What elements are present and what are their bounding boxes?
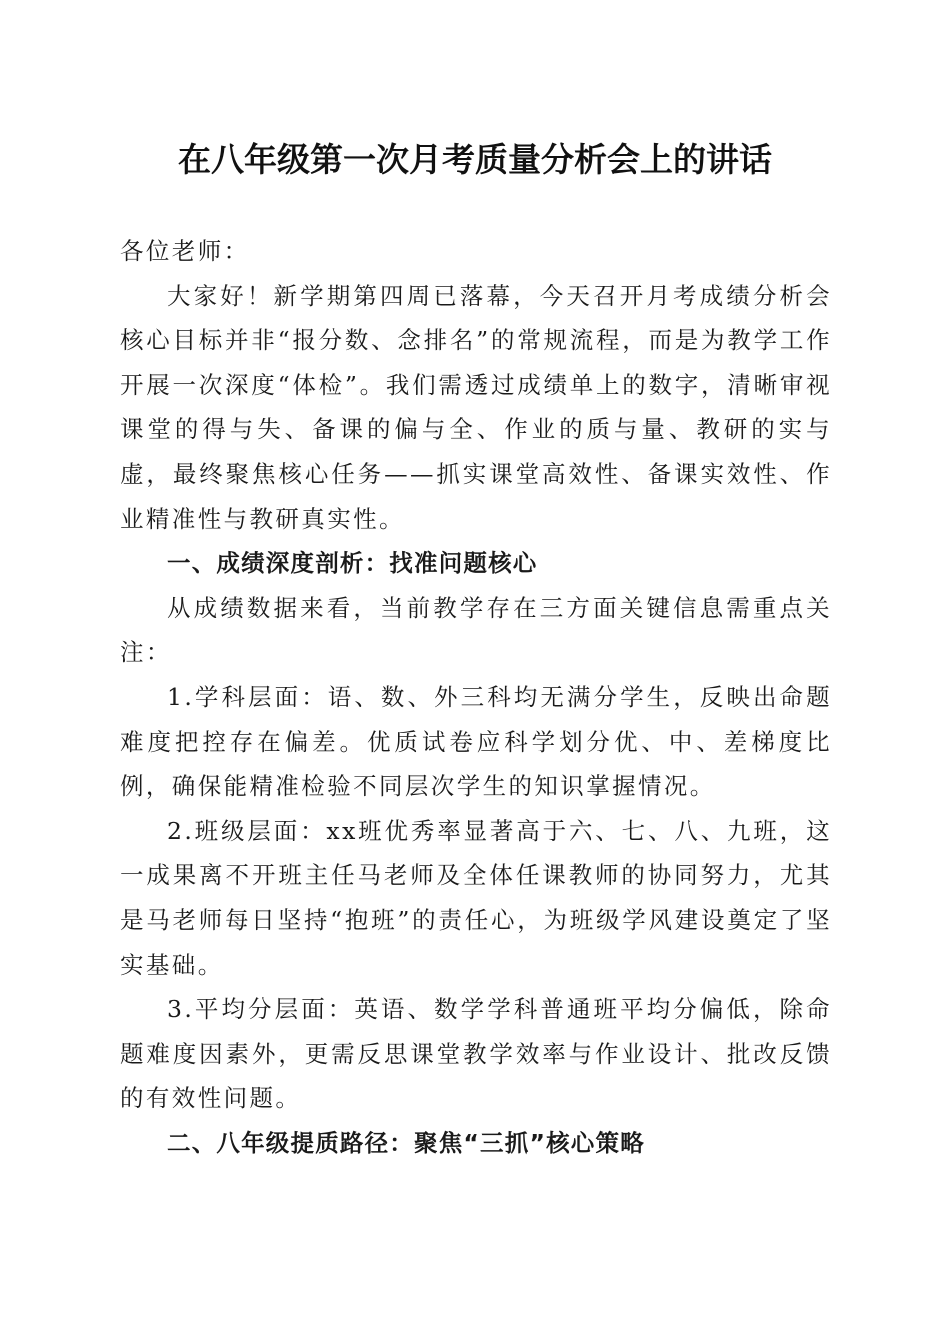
section-2-heading: 二、八年级提质路径：聚焦“三抓”核心策略	[167, 1128, 645, 1157]
section-1-lead-paragraph: 从成绩数据来看，当前教学存在三方面关键信息需重点关注：	[120, 593, 832, 667]
item-2-paragraph: 2.班级层面：xx班优秀率显著高于六、七、八、九班，这一成果离不开班主任马老师及全体任课教师的协同努力，尤其是马老师每日坚持“抱班”的责任心，为班级学风建设奠定了坚实基础。	[120, 816, 832, 979]
intro-paragraph: 大家好！新学期第四周已落幕，今天召开月考成绩分析会核心目标并非“报分数、念排名”的常规流程，而是为教学工作开展一次深度“体检”。我们需透过成绩单上的数字，清晰审视课堂的得与失、备课的偏与全、作业的质与量、教研的实与虚，最终聚焦核心任务——抓实课堂高效性、备课实效性、作业精准性与教研真实性。	[120, 281, 832, 533]
item-3-paragraph: 3.平均分层面：英语、数学学科普通班平均分偏低，除命题难度因素外，更需反思课堂教学效率与作业设计、批改反馈的有效性问题。	[120, 995, 832, 1113]
item-1-paragraph: 1.学科层面：语、数、外三科均无满分学生，反映出命题难度把控存在偏差。优质试卷应科学划分优、中、差梯度比例，确保能精准检验不同层次学生的知识掌握情况。	[120, 682, 832, 801]
section-1-heading: 一、成绩深度剖析：找准问题核心	[167, 549, 538, 578]
salutation: 各位老师：	[120, 237, 250, 265]
document-body	[120, 229, 832, 1165]
document-title: 在八年级第一次月考质量分析会上的讲话	[178, 140, 772, 179]
